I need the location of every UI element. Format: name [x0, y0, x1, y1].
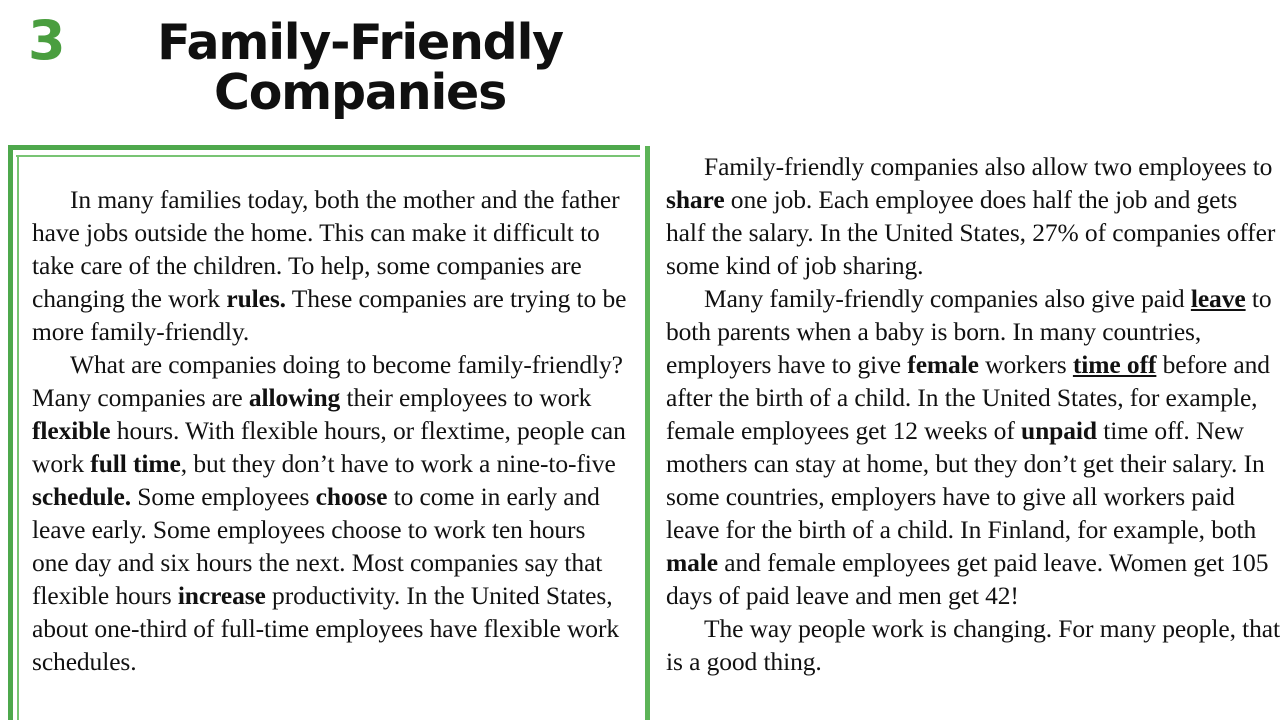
paragraph: Family-friendly companies also allow two employees to share one job. Each employee does half the job and gets half the salary. In the United States, 27% of companies offer some kind of job sharing.	[666, 152, 1276, 280]
left-green-rule-inner	[17, 155, 19, 720]
paragraph: What are companies doing to become family-friendly? Many companies are allowing their employees to work flexible hours. With flexible hours, or flextime, people can work full time, but they don’t have to work a nine-to-five schedule. Some employees choose to come in early and leave early. Some employees choose to work ten hours one day and six hours the next. Most companies say that flexible hours increase productivity. In the United States, about one-third of full-time employees have flexible work schedules.	[32, 350, 626, 676]
right-text-column	[666, 150, 1280, 720]
column-divider-rule	[645, 146, 650, 720]
left-text-column	[32, 183, 628, 720]
vocabulary-term: increase	[177, 581, 266, 610]
vocabulary-term: time off	[1072, 350, 1157, 379]
chapter-number: 3	[28, 9, 65, 72]
vocabulary-term: schedule.	[32, 482, 131, 511]
top-green-rule	[8, 145, 640, 150]
vocabulary-term: rules.	[226, 284, 286, 313]
vocabulary-term: full time	[90, 449, 181, 478]
vocabulary-term: male	[666, 548, 718, 577]
vocabulary-term: flexible	[32, 416, 111, 445]
left-green-rule	[8, 145, 13, 720]
vocabulary-term: leave	[1190, 284, 1246, 313]
page-title: Family-Friendly Companies	[157, 14, 563, 122]
vocabulary-term: unpaid	[1020, 416, 1097, 445]
vocabulary-term: share	[666, 185, 725, 214]
page-header	[0, 0, 1280, 145]
top-green-rule-inner	[16, 155, 640, 157]
paragraph: The way people work is changing. For many people, that is a good thing.	[666, 614, 1280, 676]
vocabulary-term: choose	[315, 482, 388, 511]
paragraph: Many family-friendly companies also give paid leave to both parents when a baby is born. In many countries, employers have to give female workers time off before and after the birth of a child. In the United States, for example, female employees get 12 weeks of unpaid time off. New mothers can stay at home, but they don’t get their salary. In some countries, employers have to give all workers paid leave for the birth of a child. In Finland, for example, both male and female employees get paid leave. Women get 105 days of paid leave and men get 42!	[666, 284, 1272, 610]
paragraph: In many families today, both the mother and the father have jobs outside the home. This can make it difficult to take care of the children. To help, some companies are changing the work rules. These companies are trying to be more family-friendly.	[32, 185, 627, 346]
vocabulary-term: allowing	[248, 383, 341, 412]
vocabulary-term: female	[907, 350, 979, 379]
